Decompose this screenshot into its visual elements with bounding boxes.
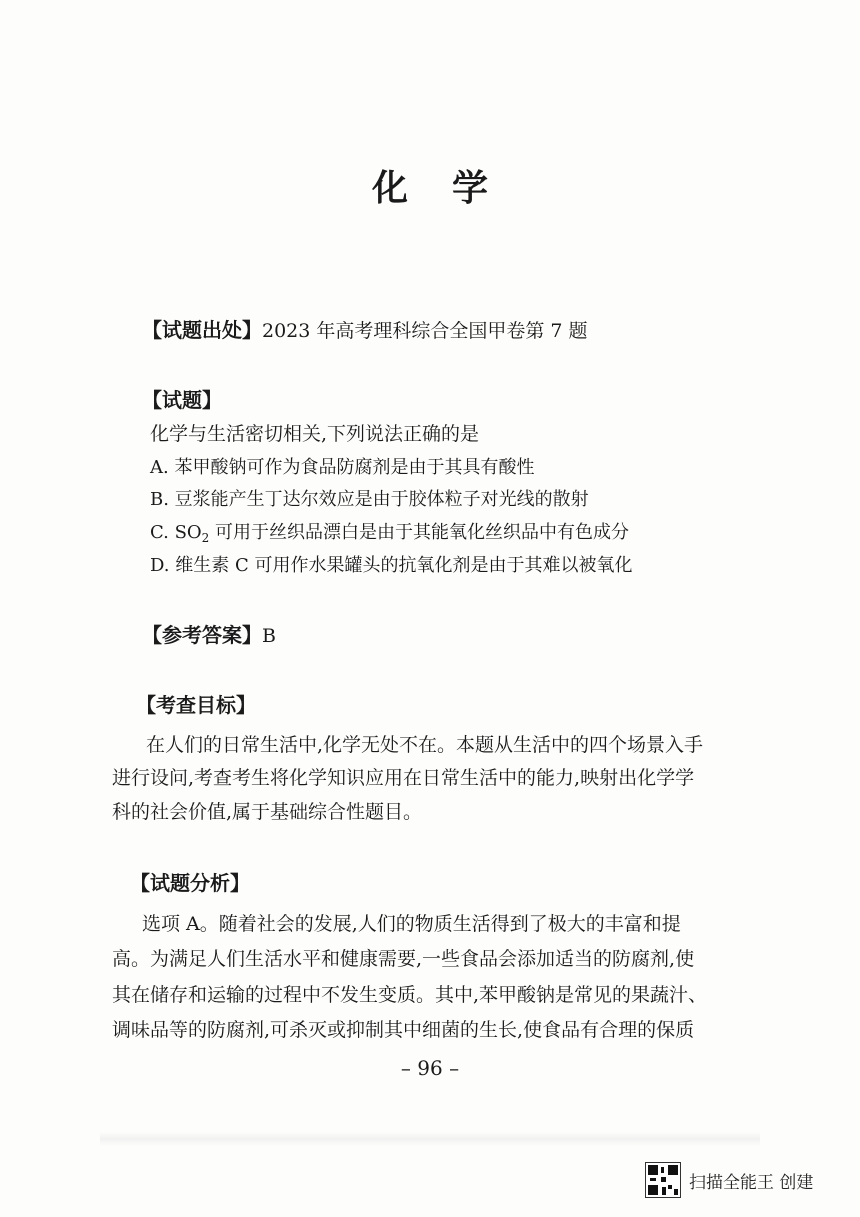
analysis-label: 【试题分析】 [130,871,250,895]
answer-label: 【参考答案】 [142,623,262,647]
objective-label: 【考查目标】 [136,693,256,717]
scan-shadow [100,1132,760,1146]
title-char-2: 学 [452,167,489,209]
qr-code-icon [645,1162,681,1198]
source-label: 【试题出处】 [142,318,262,342]
source-line [142,318,588,343]
option-d: D. 维生素 C 可用作水果罐头的抗氧化剂是由于其难以被氧化 [150,555,633,576]
answer-value: B [262,625,276,647]
title-char-1: 化 [371,167,408,209]
option-c-subscript: 2 [201,531,210,545]
option-c-prefix: C. SO [150,522,202,543]
page-title [0,160,860,211]
option-c-suffix: 可用于丝织品漂白是由于其能氧化丝织品中有色成分 [209,522,630,543]
scanner-watermark [645,1160,813,1200]
option-a: A. 苯甲酸钠可作为食品防腐剂是由于其具有酸性 [150,457,535,478]
analysis-line-4: 调味品等的防腐剂,可杀灭或抑制其中细菌的生长,使食品有合理的保质 [112,1019,695,1041]
answer-line [142,623,276,648]
objective-line-2: 进行设问,考查考生将化学知识应用在日常生活中的能力,映射出化学学 [112,767,695,789]
watermark-text: 扫描全能王 创建 [689,1172,814,1193]
question-label: 【试题】 [142,388,222,412]
source-text: 2023 年高考理科综合全国甲卷第 7 题 [262,320,588,342]
option-b: B. 豆浆能产生丁达尔效应是由于胶体粒子对光线的散射 [150,489,589,510]
analysis-line-3: 其在储存和运输的过程中不发生变质。其中,苯甲酸钠是常见的果蔬汁、 [112,984,708,1006]
question-stem: 化学与生活密切相关,下列说法正确的是 [150,423,480,445]
option-c [150,521,629,550]
analysis-line-2: 高。为满足人们生活水平和健康需要,一些食品会添加适当的防腐剂,使 [112,948,695,970]
objective-line-3: 科的社会价值,属于基础综合性题目。 [112,801,423,823]
objective-line-1: 在人们的日常生活中,化学无处不在。本题从生活中的四个场景入手 [146,734,704,756]
analysis-line-1: 选项 A。随着社会的发展,人们的物质生活得到了极大的丰富和提 [142,913,681,935]
page-number: – 96 – [400,1056,460,1080]
